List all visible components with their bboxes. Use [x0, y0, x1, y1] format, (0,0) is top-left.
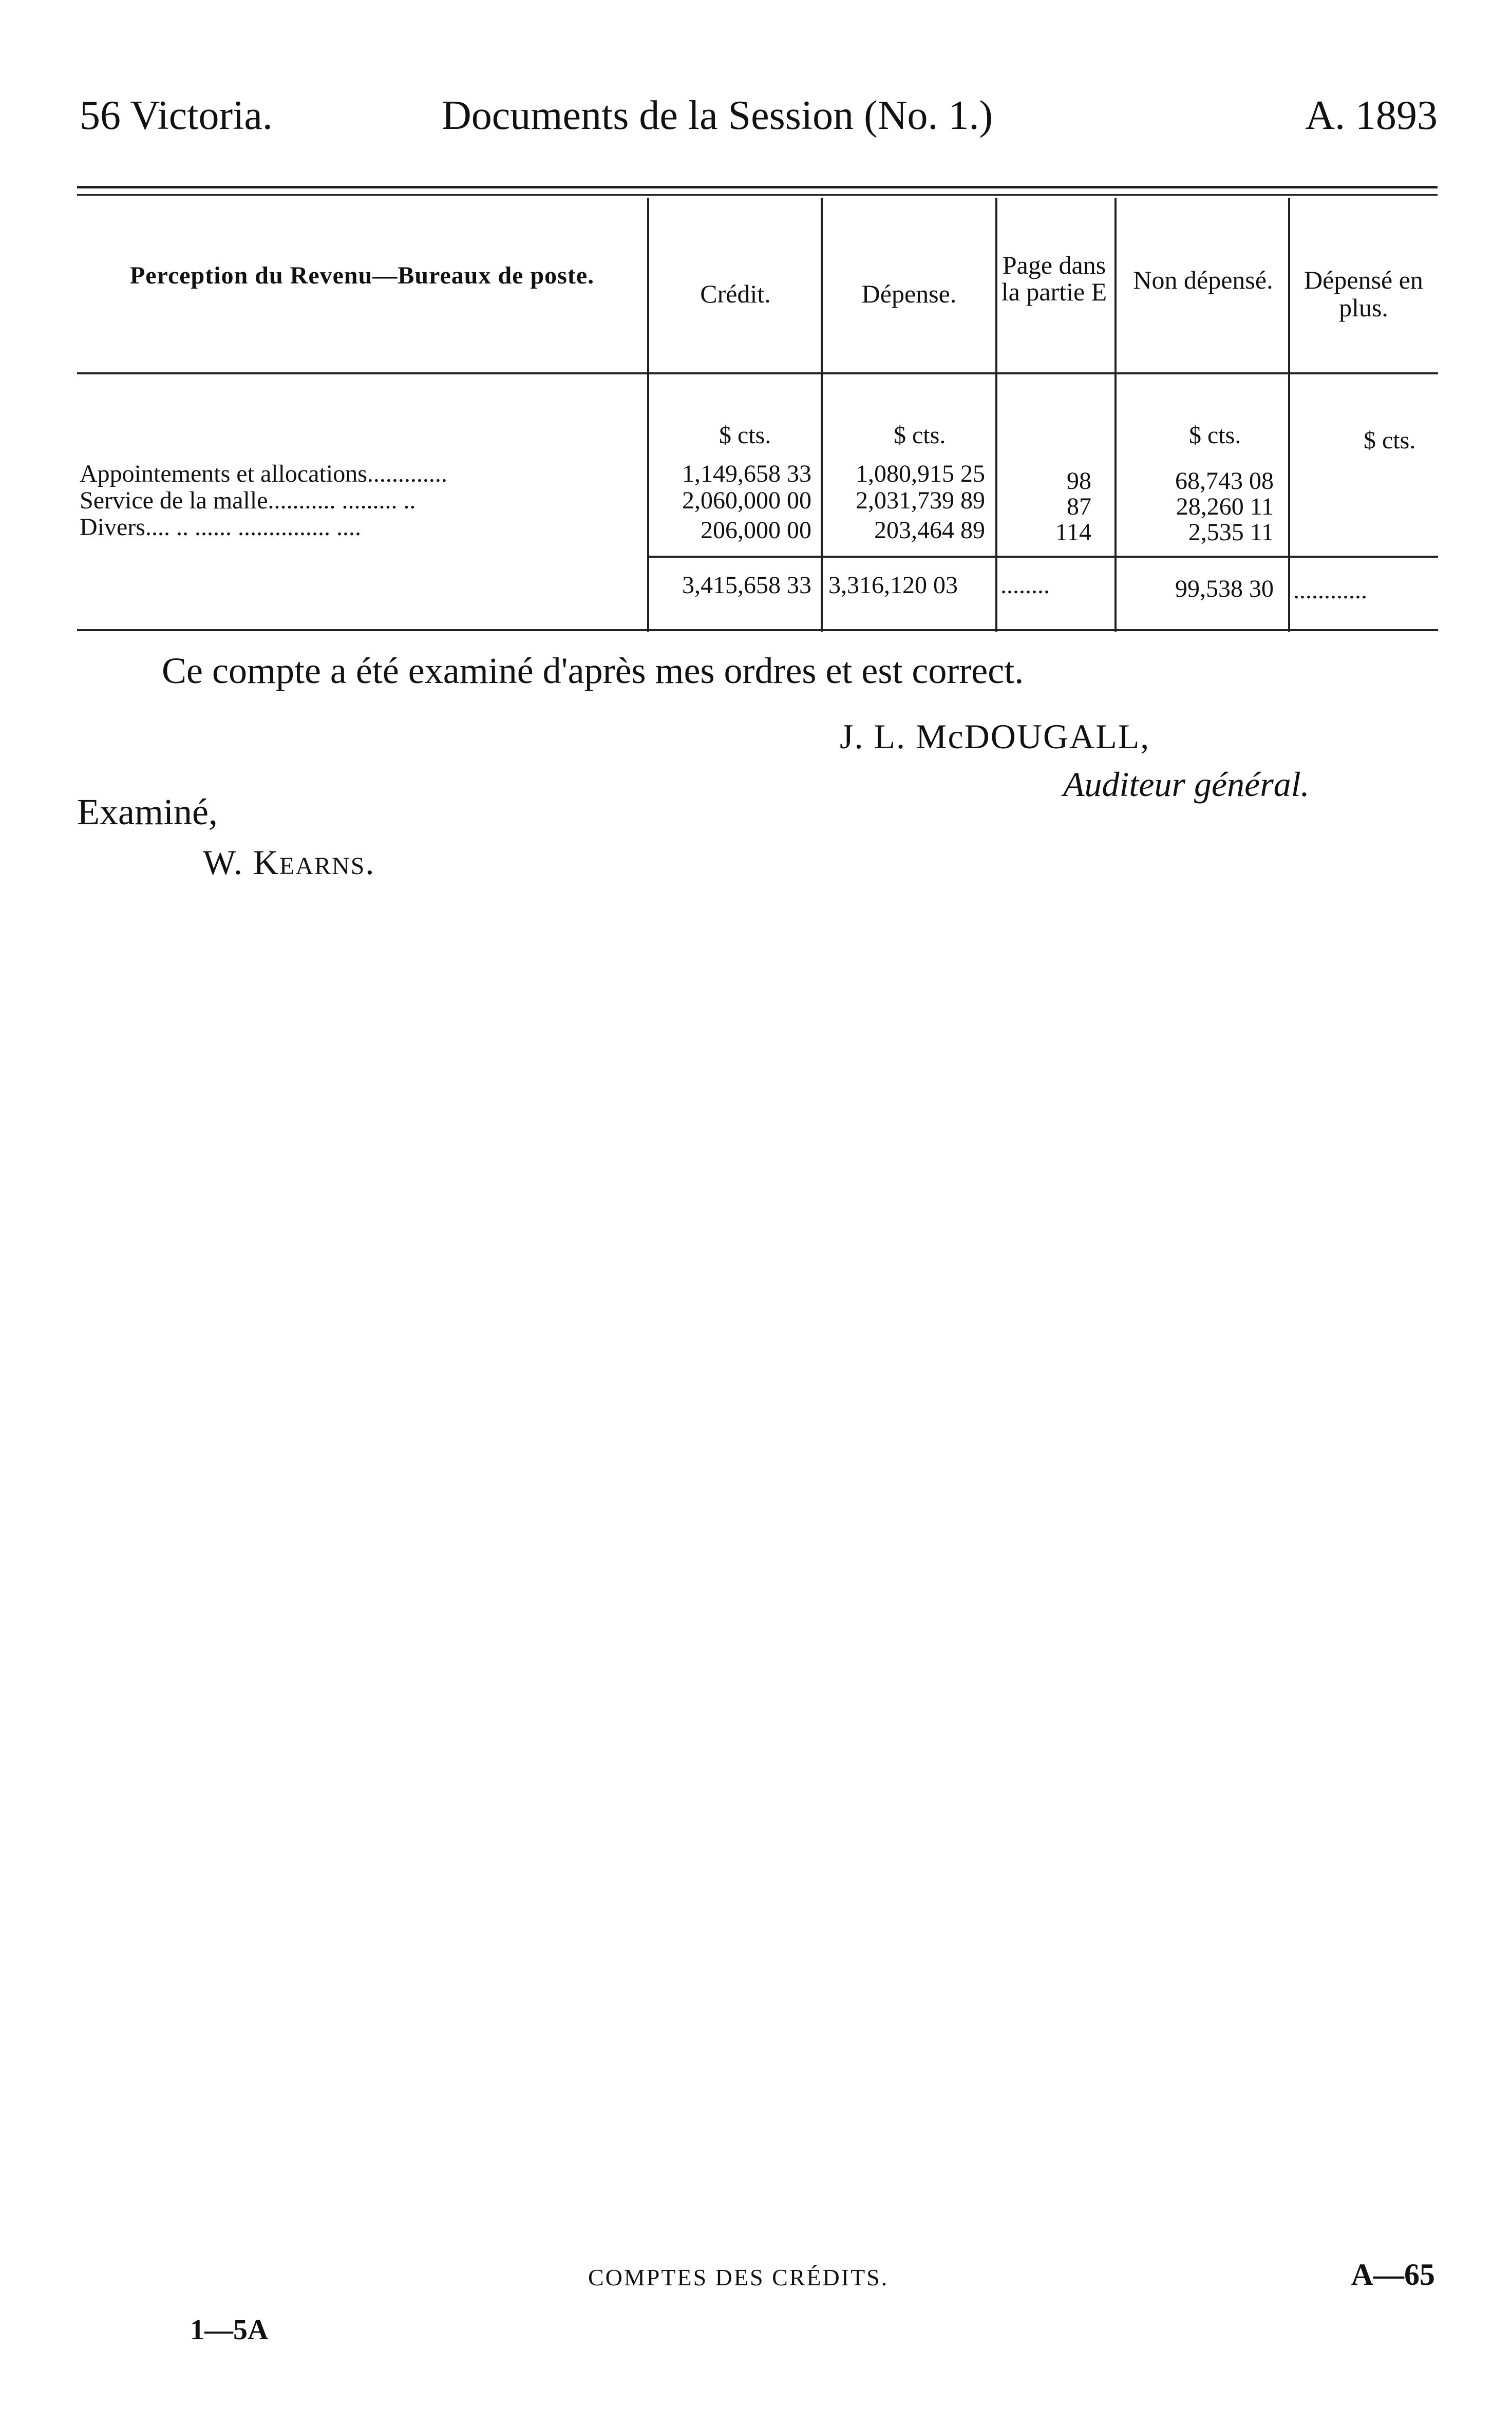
unit-depense-en-plus: $ cts.: [1364, 427, 1416, 454]
row-credit: 1,149,658 33: [682, 460, 811, 487]
total-non-depense: 99,538 30: [1175, 575, 1274, 602]
row-page: 114: [1055, 519, 1091, 546]
column-divider: [821, 198, 823, 632]
top-rule: [77, 186, 1438, 188]
row-page: 87: [1067, 493, 1091, 520]
unit-non-depense: $ cts.: [1189, 422, 1241, 449]
total-depense: 3,316,120 03: [828, 572, 958, 599]
row-depense: 1,080,915 25: [856, 460, 985, 487]
row-non-depense: 2,535 11: [1188, 519, 1274, 546]
row-credit: 2,060,000 00: [682, 487, 811, 514]
column-divider: [995, 198, 997, 632]
row-credit: 206,000 00: [701, 517, 811, 544]
footer-section-title: COMPTES DES CRÉDITS.: [588, 2264, 889, 2290]
header-bottom-rule: [77, 372, 1438, 374]
total-credit: 3,415,658 33: [682, 572, 811, 599]
page-number: A—65: [1351, 2258, 1435, 2291]
auditor-title: Auditeur général.: [1063, 765, 1310, 804]
unit-credit: $ cts.: [719, 422, 771, 449]
column-divider: [1114, 198, 1117, 632]
table-bottom-rule: [77, 629, 1438, 631]
table-title: Perception du Revenu—Bureaux de poste.: [129, 262, 595, 289]
column-header-depense: Dépense.: [861, 279, 957, 308]
signature-mark: 1—5A: [190, 2314, 269, 2346]
column-header-page: Page dans la partie E: [1001, 251, 1107, 306]
unit-depense: $ cts.: [894, 422, 946, 449]
row-non-depense: 68,743 08: [1175, 467, 1274, 495]
row-depense: 203,464 89: [874, 517, 985, 544]
column-divider: [1288, 198, 1290, 632]
top-rule-inner: [77, 194, 1438, 196]
row-non-depense: 28,260 11: [1176, 493, 1274, 520]
row-depense: 2,031,739 89: [856, 487, 985, 514]
column-header-depense-en-plus: Dépensé en plus.: [1304, 266, 1423, 322]
header-document-code: A. 1893: [1305, 93, 1438, 138]
auditor-name: J. L. McDOUGALL,: [840, 717, 1150, 756]
examined-label: Examiné,: [77, 791, 218, 832]
total-page: ........: [1000, 572, 1050, 599]
header-document-title: Documents de la Session (No. 1.): [442, 93, 993, 138]
row-label: Service de la malle........... ......... ..: [80, 488, 416, 514]
audit-statement: Ce compte a été examiné d'après mes ordres et est correct.: [162, 650, 1024, 691]
row-label: Divers.... .. ...... ............... ....: [80, 515, 361, 540]
examiner-name: W. Kearns.: [203, 843, 375, 882]
column-header-non-depense: Non dépensé.: [1133, 266, 1273, 294]
column-header-credit: Crédit.: [700, 279, 771, 308]
column-divider: [647, 198, 649, 632]
header-session-year: 56 Victoria.: [80, 93, 273, 138]
total-depense-en-plus: ............: [1293, 577, 1367, 604]
row-page: 98: [1067, 467, 1091, 495]
row-label: Appointements et allocations.............: [80, 461, 447, 487]
subtotal-rule: [648, 556, 1438, 558]
